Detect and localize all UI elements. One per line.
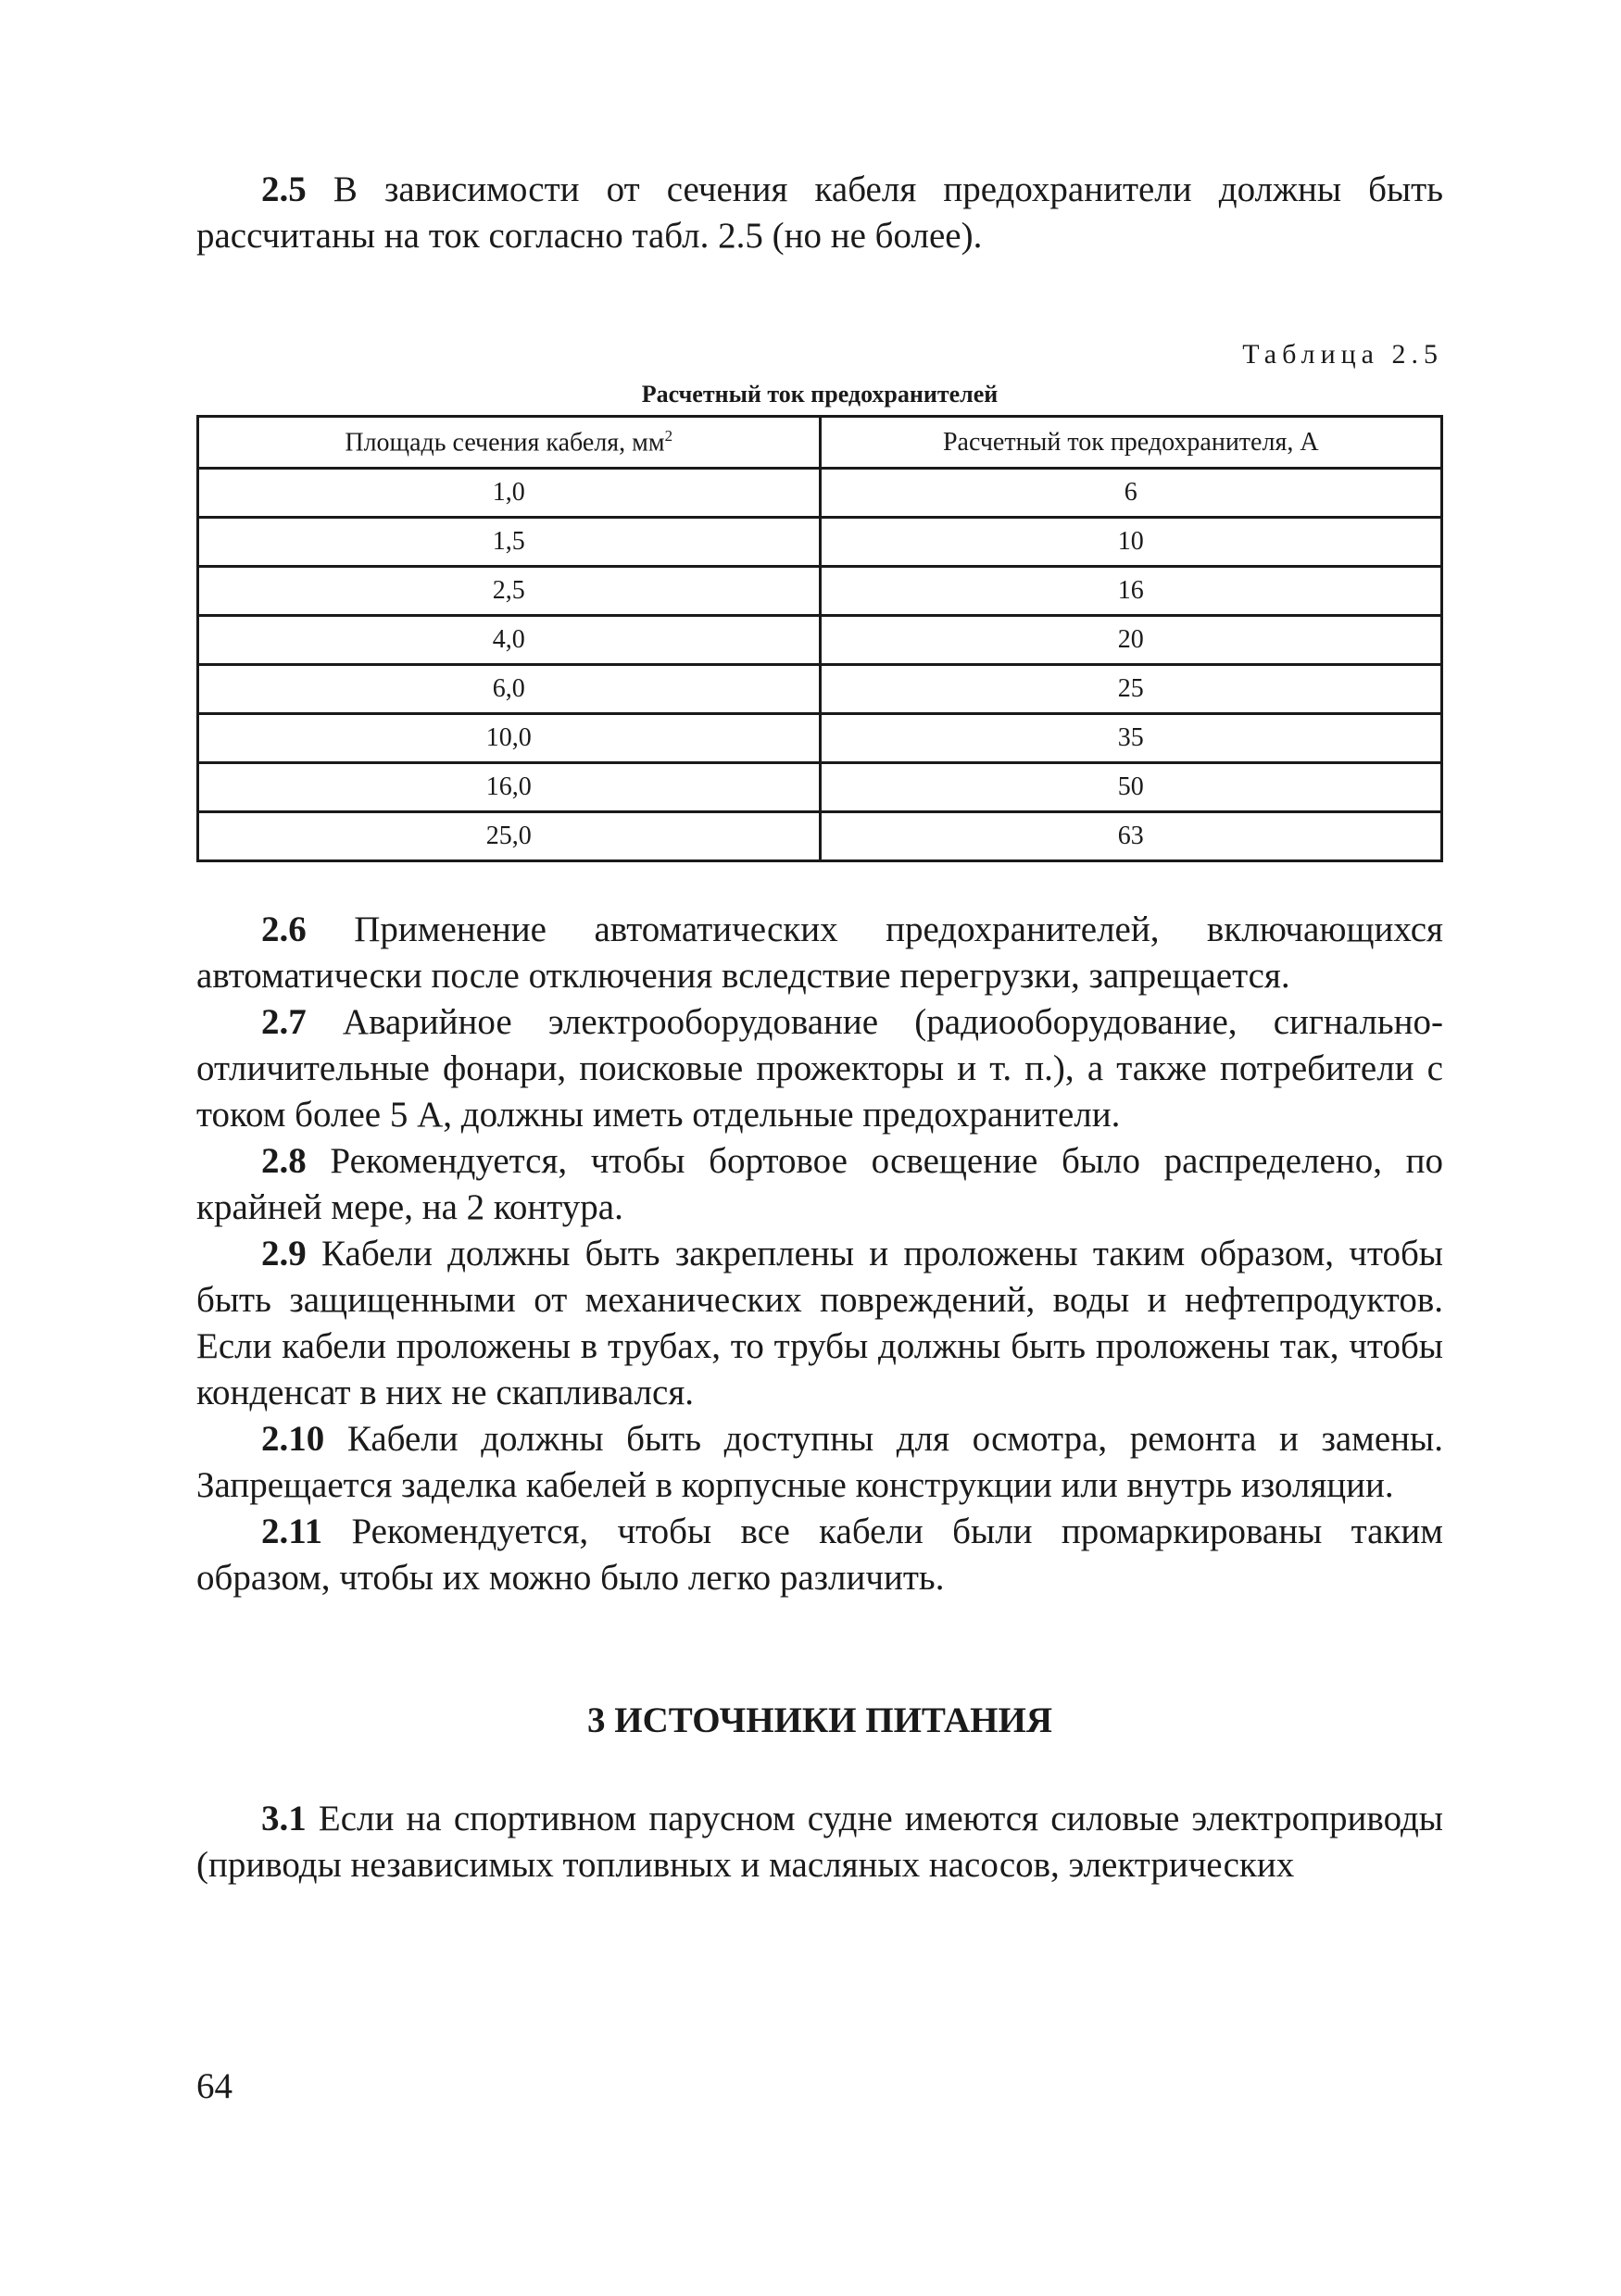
paragraph-2-8 [196, 1138, 1443, 1231]
table-row [198, 616, 1442, 665]
section-heading: 3 ИСТОЧНИКИ ПИТАНИЯ [586, 1700, 1052, 1740]
header-cable-area [198, 417, 821, 469]
cell-area: 25,0 [198, 812, 821, 861]
table-header-row [198, 417, 1442, 469]
clause-text: Если на спортивном парусном судне имеются силовые электроприводы (приводы независимых топливных и масляных насосов, электрических [196, 1799, 1443, 1885]
paragraph-2-6 [196, 907, 1443, 999]
cell-current: 63 [820, 812, 1442, 861]
cell-current: 25 [820, 665, 1442, 714]
cell-current: 50 [820, 763, 1442, 812]
paragraph-2-10 [196, 1416, 1443, 1509]
cell-area: 6,0 [198, 665, 821, 714]
clause-number: 3.1 [261, 1799, 307, 1838]
clause-number: 2.10 [261, 1419, 325, 1459]
cell-current: 16 [820, 567, 1442, 616]
table-row [198, 714, 1442, 763]
clause-number: 2.11 [261, 1512, 323, 1551]
cell-current: 20 [820, 616, 1442, 665]
paragraph-2-11 [196, 1509, 1443, 1601]
clause-text: Рекомендуется, чтобы бортовое освещение было распределено, по крайней мере, на 2 контура. [196, 1141, 1443, 1227]
table-label: Таблица 2.5 [1242, 339, 1443, 370]
paragraph-3-1 [196, 1796, 1443, 1888]
table-row [198, 812, 1442, 861]
clause-text: Кабели должны быть доступны для осмотра, ремонта и замены. Запрещается заделка кабелей в корпусные конструкции или внутрь изоляции. [196, 1419, 1443, 1505]
table-row [198, 665, 1442, 714]
paragraph-2-7 [196, 999, 1443, 1138]
table-title: Расчетный ток предохранителей [641, 381, 999, 408]
clauses-block [196, 907, 1443, 1601]
document-page [196, 167, 1443, 1888]
page-number: 64 [196, 2066, 232, 2106]
table-row [198, 518, 1442, 567]
paragraph-2-5 [196, 167, 1443, 259]
fuse-current-table [196, 415, 1443, 862]
clause-number: 2.8 [261, 1141, 307, 1181]
clause-text: В зависимости от сечения кабеля предохранители должны быть рассчитаны на ток согласно табл. 2.5 (но не более). [196, 169, 1443, 256]
cell-current: 6 [820, 469, 1442, 518]
header-cable-area-text: Площадь сечения кабеля, мм [345, 428, 665, 458]
paragraph-2-9 [196, 1231, 1443, 1416]
header-cable-area-superscript: 2 [664, 426, 673, 445]
clause-text: Применение автоматических предохранителей, включающихся автоматически после отключения вследствие перегрузки, запрещается. [196, 910, 1443, 996]
cell-area: 16,0 [198, 763, 821, 812]
clause-text: Кабели должны быть закреплены и проложены таким образом, чтобы быть защищенными от механических повреждений, воды и нефтепродуктов. Если кабели проложены в трубах, то трубы должны быть проложены так, чтобы конденсат в них не скапливался. [196, 1234, 1443, 1412]
clause-number: 2.9 [261, 1234, 307, 1273]
cell-area: 1,5 [198, 518, 821, 567]
clause-text: Аварийное электрооборудование (радиооборудование, сигнально-отличительные фонари, поисковые прожекторы и т. п.), а также потребители с током более 5 А, должны иметь отдельные предохранители. [196, 1002, 1443, 1135]
clause-text: Рекомендуется, чтобы все кабели были промаркированы таким образом, чтобы их можно было легко различить. [196, 1512, 1443, 1598]
table-row [198, 469, 1442, 518]
cell-area: 4,0 [198, 616, 821, 665]
clause-number: 2.6 [261, 910, 307, 949]
table-row [198, 763, 1442, 812]
cell-area: 1,0 [198, 469, 821, 518]
header-fuse-current: Расчетный ток предохранителя, А [820, 417, 1442, 469]
table-row [198, 567, 1442, 616]
cell-area: 2,5 [198, 567, 821, 616]
cell-area: 10,0 [198, 714, 821, 763]
cell-current: 10 [820, 518, 1442, 567]
cell-current: 35 [820, 714, 1442, 763]
clause-number: 2.7 [261, 1002, 307, 1042]
clause-number: 2.5 [261, 169, 307, 209]
